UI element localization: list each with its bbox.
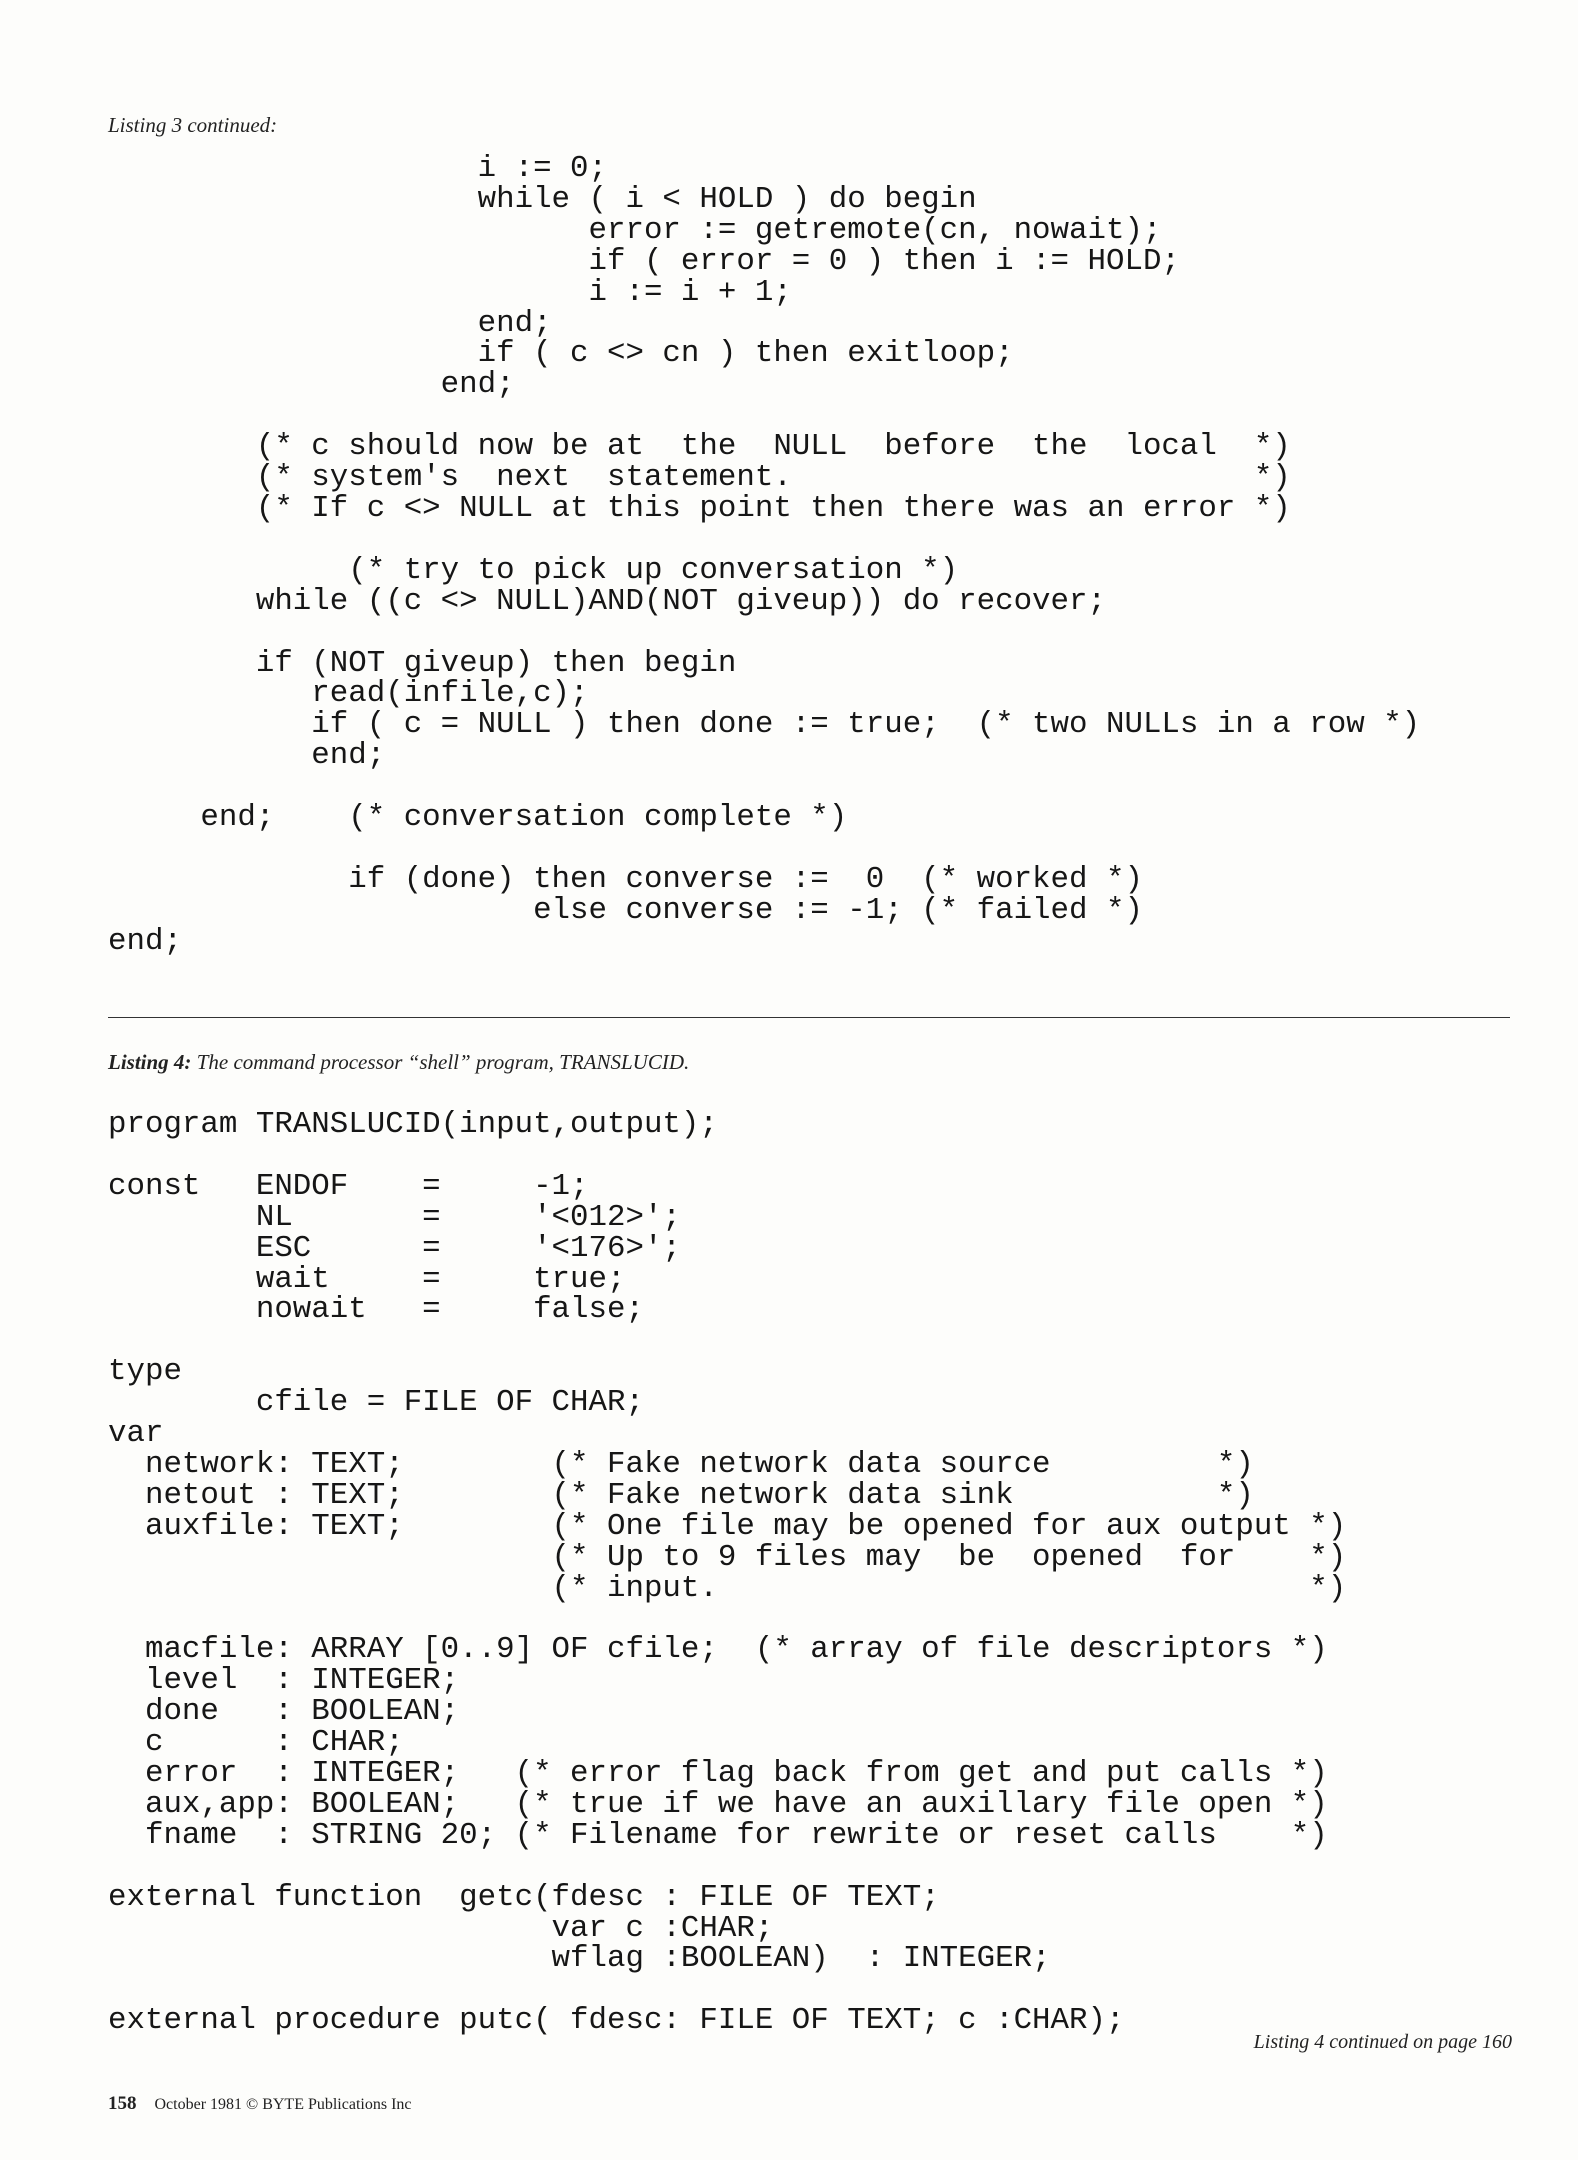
footer-credit: October 1981 © BYTE Publications Inc bbox=[154, 2096, 412, 2113]
listing-3-caption: Listing 3 continued: bbox=[108, 113, 278, 137]
page-number: 158 bbox=[108, 2093, 137, 2114]
page-footer bbox=[108, 2093, 412, 2115]
listing-3-code: i := 0; while ( i < HOLD ) do begin error := getremote(cn, nowait); if ( error = 0 ) then i := HOLD; i := i + 1; end; if ( c <> cn ) then exitloop; end; (* c should now be at the NULL before the local *) (* system's next statement. *) (* If c <> NULL at this point then there was an error *) (* try to pick up conversation *) while ((c <> NULL)AND(NOT giveup)) do recover; if (NOT giveup) then begin read(infile,c); if ( c = NULL ) then done := true; (* two NULLs in a row *) end; end; (* conversation complete *) if (done) then converse := 0 (* worked *) else converse := -1; (* failed *) end; bbox=[108, 151, 1421, 959]
listing-4-title: The command processor “shell” program, TRANSLUCID. bbox=[196, 1050, 690, 1074]
section-divider bbox=[108, 1017, 1510, 1018]
listing-4-label: Listing 4: bbox=[108, 1050, 192, 1074]
listing-4-caption bbox=[108, 1050, 689, 1075]
listing-4-continued-note: Listing 4 continued on page 160 bbox=[1253, 2031, 1512, 2053]
listing-4-code: program TRANSLUCID(input,output); const ENDOF = -1; NL = '<012>'; ESC = '<176>'; wait = true; nowait = false; type cfile = FILE OF CHAR; var network: TEXT; (* Fake network data source *) netout : TEXT; (* Fake network data sink *) auxfile: TEXT; (* One file may be opened for aux output *) (* Up to 9 files may be opened for *) (* input. *) macfile: ARRAY [0..9] OF cfile; (* array of file descriptors *) level : INTEGER; done : BOOLEAN; c : CHAR; error : INTEGER; (* error flag back from get and put calls *) aux,app: BOOLEAN; (* true if we have an auxillary file open *) fname : STRING 20; (* Filename for rewrite or reset calls *) external function getc(fdesc : FILE OF TEXT; var c :CHAR; wflag :BOOLEAN) : INTEGER; external procedure putc( fdesc: FILE OF TEXT; c :CHAR); bbox=[108, 1107, 1347, 2039]
